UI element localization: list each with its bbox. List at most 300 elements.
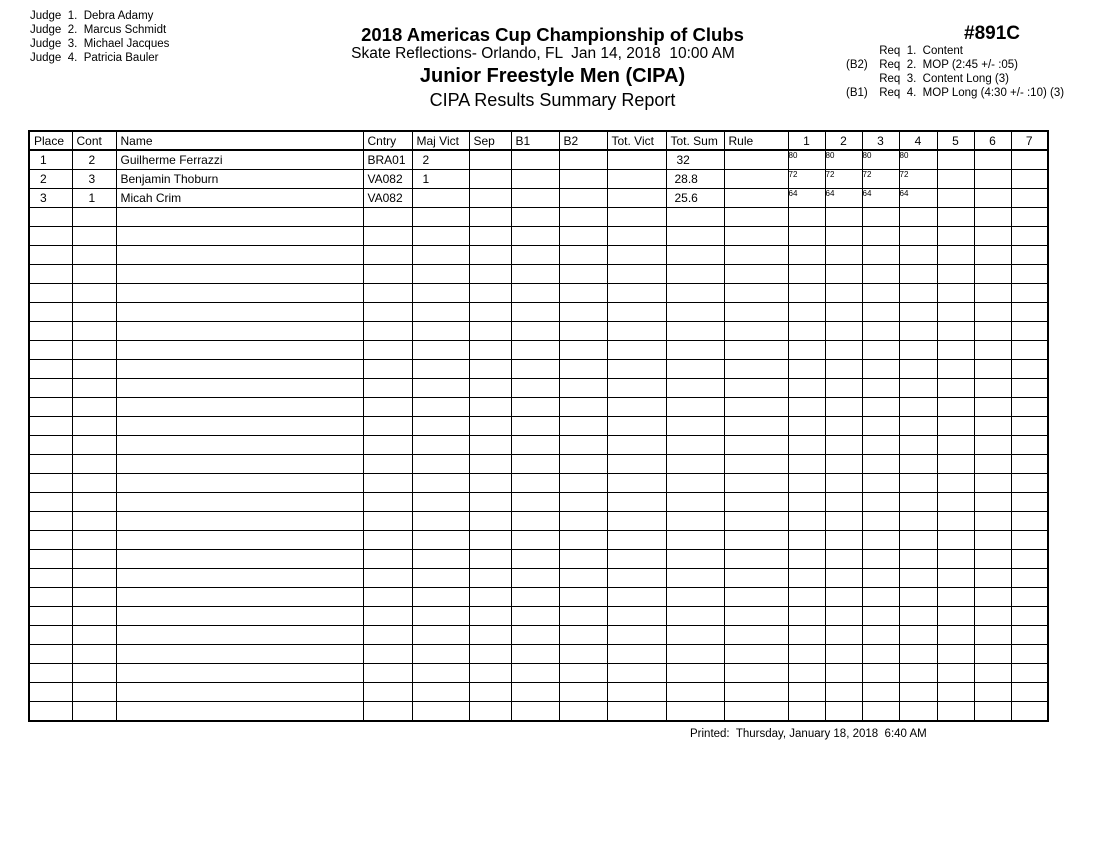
empty-cell	[825, 645, 862, 664]
col-rule: Rule	[724, 131, 788, 150]
empty-cell	[559, 246, 607, 265]
empty-cell	[511, 683, 559, 702]
empty-cell	[72, 702, 116, 722]
empty-cell	[412, 227, 469, 246]
col-tot-vict: Tot. Vict	[607, 131, 666, 150]
empty-cell	[724, 284, 788, 303]
judge-3-score: 64	[862, 189, 899, 208]
empty-cell	[974, 550, 1011, 569]
empty-cell	[899, 322, 937, 341]
empty-cell	[937, 398, 974, 417]
empty-cell	[607, 208, 666, 227]
table-row	[29, 170, 1048, 189]
empty-table-row	[29, 436, 1048, 455]
empty-cell	[607, 417, 666, 436]
empty-cell	[363, 284, 412, 303]
empty-table-row	[29, 531, 1048, 550]
empty-cell	[559, 607, 607, 626]
col-cntry: Cntry	[363, 131, 412, 150]
empty-cell	[607, 379, 666, 398]
empty-cell	[72, 284, 116, 303]
empty-cell	[363, 607, 412, 626]
judge-1-score: 72	[788, 170, 825, 189]
empty-cell	[899, 683, 937, 702]
empty-cell	[607, 626, 666, 645]
empty-cell	[825, 303, 862, 322]
empty-cell	[724, 341, 788, 360]
empty-cell	[469, 246, 511, 265]
b2-cell	[559, 150, 607, 170]
empty-cell	[1011, 303, 1048, 322]
empty-cell	[937, 436, 974, 455]
requirement-prefix: (B1)	[846, 87, 868, 99]
judge-7-score	[1011, 189, 1048, 208]
empty-cell	[363, 379, 412, 398]
empty-table-row	[29, 474, 1048, 493]
empty-cell	[116, 398, 363, 417]
empty-cell	[974, 303, 1011, 322]
empty-cell	[974, 436, 1011, 455]
col-judge-6: 6	[974, 131, 1011, 150]
empty-cell	[899, 645, 937, 664]
empty-cell	[937, 493, 974, 512]
empty-cell	[363, 645, 412, 664]
judge-2-score: 80	[825, 150, 862, 170]
empty-cell	[412, 626, 469, 645]
place-cell: 2	[29, 170, 72, 189]
empty-cell	[974, 208, 1011, 227]
rule-cell	[724, 150, 788, 170]
empty-cell	[862, 493, 899, 512]
empty-cell	[29, 398, 72, 417]
empty-cell	[862, 303, 899, 322]
empty-cell	[511, 550, 559, 569]
cntry-cell: BRA01	[363, 150, 412, 170]
rule-cell	[724, 189, 788, 208]
empty-cell	[666, 227, 724, 246]
empty-cell	[72, 341, 116, 360]
empty-cell	[899, 569, 937, 588]
col-judge-1: 1	[788, 131, 825, 150]
empty-cell	[116, 626, 363, 645]
empty-cell	[116, 550, 363, 569]
empty-cell	[607, 569, 666, 588]
col-sep: Sep	[469, 131, 511, 150]
empty-cell	[1011, 550, 1048, 569]
empty-cell	[825, 512, 862, 531]
empty-cell	[469, 683, 511, 702]
empty-cell	[469, 531, 511, 550]
empty-cell	[1011, 322, 1048, 341]
empty-cell	[412, 398, 469, 417]
empty-cell	[29, 512, 72, 531]
empty-cell	[1011, 265, 1048, 284]
judge-6-score	[974, 189, 1011, 208]
empty-cell	[724, 265, 788, 284]
empty-cell	[899, 246, 937, 265]
empty-cell	[363, 626, 412, 645]
empty-cell	[116, 455, 363, 474]
empty-cell	[937, 303, 974, 322]
empty-cell	[1011, 645, 1048, 664]
empty-cell	[29, 265, 72, 284]
empty-cell	[825, 493, 862, 512]
empty-cell	[72, 303, 116, 322]
empty-cell	[788, 303, 825, 322]
empty-cell	[29, 531, 72, 550]
empty-cell	[412, 341, 469, 360]
tot-sum-cell: 28.8	[666, 170, 724, 189]
empty-cell	[937, 645, 974, 664]
empty-cell	[788, 626, 825, 645]
empty-cell	[666, 512, 724, 531]
empty-cell	[937, 322, 974, 341]
empty-cell	[412, 607, 469, 626]
requirement-text: Req 3. Content Long (3)	[879, 73, 1009, 85]
empty-table-row	[29, 664, 1048, 683]
empty-cell	[666, 398, 724, 417]
empty-cell	[788, 512, 825, 531]
empty-cell	[116, 683, 363, 702]
empty-cell	[559, 436, 607, 455]
requirements-list	[846, 44, 1064, 100]
empty-cell	[511, 436, 559, 455]
judge-3-score: 80	[862, 150, 899, 170]
empty-cell	[469, 626, 511, 645]
empty-cell	[1011, 417, 1048, 436]
empty-table-row	[29, 360, 1048, 379]
empty-cell	[899, 702, 937, 722]
empty-cell	[937, 208, 974, 227]
empty-cell	[724, 303, 788, 322]
judge-name: Marcus Schmidt	[83, 24, 167, 36]
empty-table-row	[29, 303, 1048, 322]
empty-cell	[412, 512, 469, 531]
empty-cell	[116, 531, 363, 550]
empty-cell	[974, 569, 1011, 588]
empty-cell	[469, 474, 511, 493]
empty-cell	[825, 227, 862, 246]
table-header-row	[29, 131, 1048, 150]
empty-cell	[937, 588, 974, 607]
maj-vict-cell	[412, 189, 469, 208]
empty-cell	[862, 246, 899, 265]
requirement-4	[846, 86, 1064, 100]
empty-cell	[825, 588, 862, 607]
empty-cell	[469, 512, 511, 531]
empty-cell	[116, 303, 363, 322]
requirement-1	[846, 44, 1064, 58]
empty-cell	[1011, 360, 1048, 379]
empty-cell	[72, 455, 116, 474]
empty-cell	[788, 683, 825, 702]
cont-cell: 3	[72, 170, 116, 189]
col-cont: Cont	[72, 131, 116, 150]
judge-number: 3.	[67, 38, 78, 50]
empty-cell	[825, 531, 862, 550]
b1-cell	[511, 170, 559, 189]
judge-number: 2.	[67, 24, 78, 36]
empty-table-row	[29, 683, 1048, 702]
empty-cell	[937, 512, 974, 531]
empty-cell	[937, 550, 974, 569]
empty-cell	[974, 664, 1011, 683]
empty-cell	[724, 683, 788, 702]
empty-cell	[607, 398, 666, 417]
empty-cell	[29, 379, 72, 398]
cntry-cell: VA082	[363, 189, 412, 208]
empty-cell	[974, 493, 1011, 512]
empty-cell	[666, 607, 724, 626]
empty-cell	[72, 645, 116, 664]
empty-cell	[788, 360, 825, 379]
empty-cell	[511, 645, 559, 664]
empty-cell	[788, 227, 825, 246]
empty-cell	[72, 398, 116, 417]
tot-vict-cell	[607, 170, 666, 189]
b2-cell	[559, 170, 607, 189]
place-cell: 3	[29, 189, 72, 208]
empty-table-row	[29, 227, 1048, 246]
empty-cell	[363, 246, 412, 265]
judge-5-score	[937, 150, 974, 170]
empty-cell	[825, 265, 862, 284]
judge-number: 4.	[67, 52, 78, 64]
empty-cell	[1011, 208, 1048, 227]
empty-cell	[974, 265, 1011, 284]
judge-6-score	[974, 170, 1011, 189]
empty-cell	[29, 417, 72, 436]
empty-cell	[666, 531, 724, 550]
empty-cell	[412, 493, 469, 512]
empty-cell	[788, 474, 825, 493]
empty-cell	[559, 265, 607, 284]
empty-cell	[724, 512, 788, 531]
empty-cell	[862, 645, 899, 664]
empty-table-row	[29, 588, 1048, 607]
empty-cell	[724, 550, 788, 569]
empty-cell	[1011, 512, 1048, 531]
judge-1	[30, 9, 169, 23]
empty-cell	[899, 360, 937, 379]
empty-cell	[1011, 455, 1048, 474]
empty-cell	[412, 474, 469, 493]
empty-cell	[666, 417, 724, 436]
empty-cell	[666, 322, 724, 341]
empty-cell	[724, 607, 788, 626]
empty-cell	[937, 417, 974, 436]
empty-cell	[116, 702, 363, 722]
empty-cell	[29, 436, 72, 455]
col-maj-vict: Maj Vict	[412, 131, 469, 150]
empty-cell	[559, 455, 607, 474]
empty-cell	[511, 227, 559, 246]
empty-cell	[937, 664, 974, 683]
empty-cell	[666, 360, 724, 379]
empty-cell	[607, 246, 666, 265]
empty-cell	[116, 284, 363, 303]
empty-cell	[899, 398, 937, 417]
empty-cell	[29, 664, 72, 683]
empty-cell	[724, 664, 788, 683]
empty-cell	[469, 379, 511, 398]
empty-cell	[974, 246, 1011, 265]
empty-cell	[72, 626, 116, 645]
empty-cell	[559, 398, 607, 417]
empty-cell	[788, 531, 825, 550]
empty-cell	[788, 436, 825, 455]
empty-cell	[1011, 284, 1048, 303]
empty-cell	[666, 474, 724, 493]
empty-cell	[469, 398, 511, 417]
empty-cell	[29, 569, 72, 588]
empty-cell	[974, 588, 1011, 607]
empty-cell	[116, 379, 363, 398]
empty-cell	[412, 702, 469, 722]
empty-cell	[363, 664, 412, 683]
cntry-cell: VA082	[363, 170, 412, 189]
empty-cell	[559, 360, 607, 379]
empty-cell	[607, 303, 666, 322]
empty-cell	[511, 588, 559, 607]
empty-table-row	[29, 607, 1048, 626]
empty-cell	[116, 436, 363, 455]
col-b2: B2	[559, 131, 607, 150]
empty-cell	[412, 417, 469, 436]
empty-cell	[412, 360, 469, 379]
empty-cell	[899, 417, 937, 436]
empty-table-row	[29, 645, 1048, 664]
name-cell: Benjamin Thoburn	[116, 170, 363, 189]
empty-cell	[974, 360, 1011, 379]
empty-cell	[724, 360, 788, 379]
empty-cell	[724, 398, 788, 417]
empty-cell	[72, 512, 116, 531]
judge-number: 1.	[67, 10, 78, 22]
empty-cell	[899, 588, 937, 607]
empty-cell	[974, 379, 1011, 398]
empty-cell	[974, 512, 1011, 531]
empty-cell	[72, 569, 116, 588]
empty-cell	[974, 531, 1011, 550]
empty-cell	[899, 379, 937, 398]
empty-cell	[724, 493, 788, 512]
empty-cell	[469, 607, 511, 626]
empty-cell	[116, 493, 363, 512]
empty-cell	[1011, 531, 1048, 550]
empty-cell	[788, 702, 825, 722]
empty-cell	[825, 379, 862, 398]
empty-cell	[862, 664, 899, 683]
table-row	[29, 150, 1048, 170]
empty-cell	[72, 227, 116, 246]
col-judge-7: 7	[1011, 131, 1048, 150]
tot-vict-cell	[607, 150, 666, 170]
empty-cell	[862, 626, 899, 645]
empty-cell	[116, 645, 363, 664]
empty-cell	[899, 626, 937, 645]
empty-cell	[724, 569, 788, 588]
empty-cell	[937, 474, 974, 493]
empty-cell	[825, 208, 862, 227]
empty-cell	[974, 417, 1011, 436]
empty-cell	[937, 227, 974, 246]
judge-4-score: 80	[899, 150, 937, 170]
empty-cell	[72, 265, 116, 284]
empty-table-row	[29, 265, 1048, 284]
empty-cell	[862, 341, 899, 360]
empty-table-row	[29, 417, 1048, 436]
empty-cell	[974, 702, 1011, 722]
empty-cell	[116, 246, 363, 265]
empty-cell	[788, 341, 825, 360]
empty-cell	[607, 531, 666, 550]
empty-cell	[825, 569, 862, 588]
empty-cell	[1011, 569, 1048, 588]
empty-cell	[116, 588, 363, 607]
empty-cell	[974, 607, 1011, 626]
empty-cell	[1011, 246, 1048, 265]
empty-cell	[511, 607, 559, 626]
empty-cell	[862, 322, 899, 341]
empty-table-row	[29, 341, 1048, 360]
empty-cell	[72, 436, 116, 455]
empty-table-row	[29, 379, 1048, 398]
empty-cell	[607, 607, 666, 626]
name-cell: Guilherme Ferrazzi	[116, 150, 363, 170]
empty-cell	[724, 474, 788, 493]
empty-table-row	[29, 702, 1048, 722]
empty-cell	[29, 208, 72, 227]
empty-cell	[937, 455, 974, 474]
empty-cell	[607, 702, 666, 722]
empty-cell	[899, 303, 937, 322]
empty-cell	[825, 322, 862, 341]
empty-cell	[899, 664, 937, 683]
empty-cell	[559, 683, 607, 702]
empty-cell	[899, 550, 937, 569]
empty-cell	[412, 436, 469, 455]
empty-cell	[469, 227, 511, 246]
empty-cell	[788, 550, 825, 569]
empty-cell	[788, 607, 825, 626]
empty-cell	[862, 379, 899, 398]
empty-cell	[899, 531, 937, 550]
empty-cell	[825, 360, 862, 379]
empty-cell	[862, 512, 899, 531]
empty-cell	[899, 607, 937, 626]
empty-cell	[511, 265, 559, 284]
judge-5-score	[937, 170, 974, 189]
empty-cell	[974, 474, 1011, 493]
b2-cell	[559, 189, 607, 208]
place-cell: 1	[29, 150, 72, 170]
empty-cell	[116, 607, 363, 626]
empty-cell	[724, 417, 788, 436]
empty-cell	[29, 474, 72, 493]
empty-cell	[469, 303, 511, 322]
empty-cell	[72, 246, 116, 265]
cont-cell: 2	[72, 150, 116, 170]
empty-cell	[607, 664, 666, 683]
empty-cell	[607, 341, 666, 360]
empty-cell	[899, 341, 937, 360]
event-code: #891C	[964, 23, 1020, 44]
competition-title: 2018 Americas Cup Championship of Clubs	[361, 24, 744, 45]
judge-label: Judge	[30, 24, 62, 36]
empty-table-row	[29, 512, 1048, 531]
empty-cell	[788, 569, 825, 588]
